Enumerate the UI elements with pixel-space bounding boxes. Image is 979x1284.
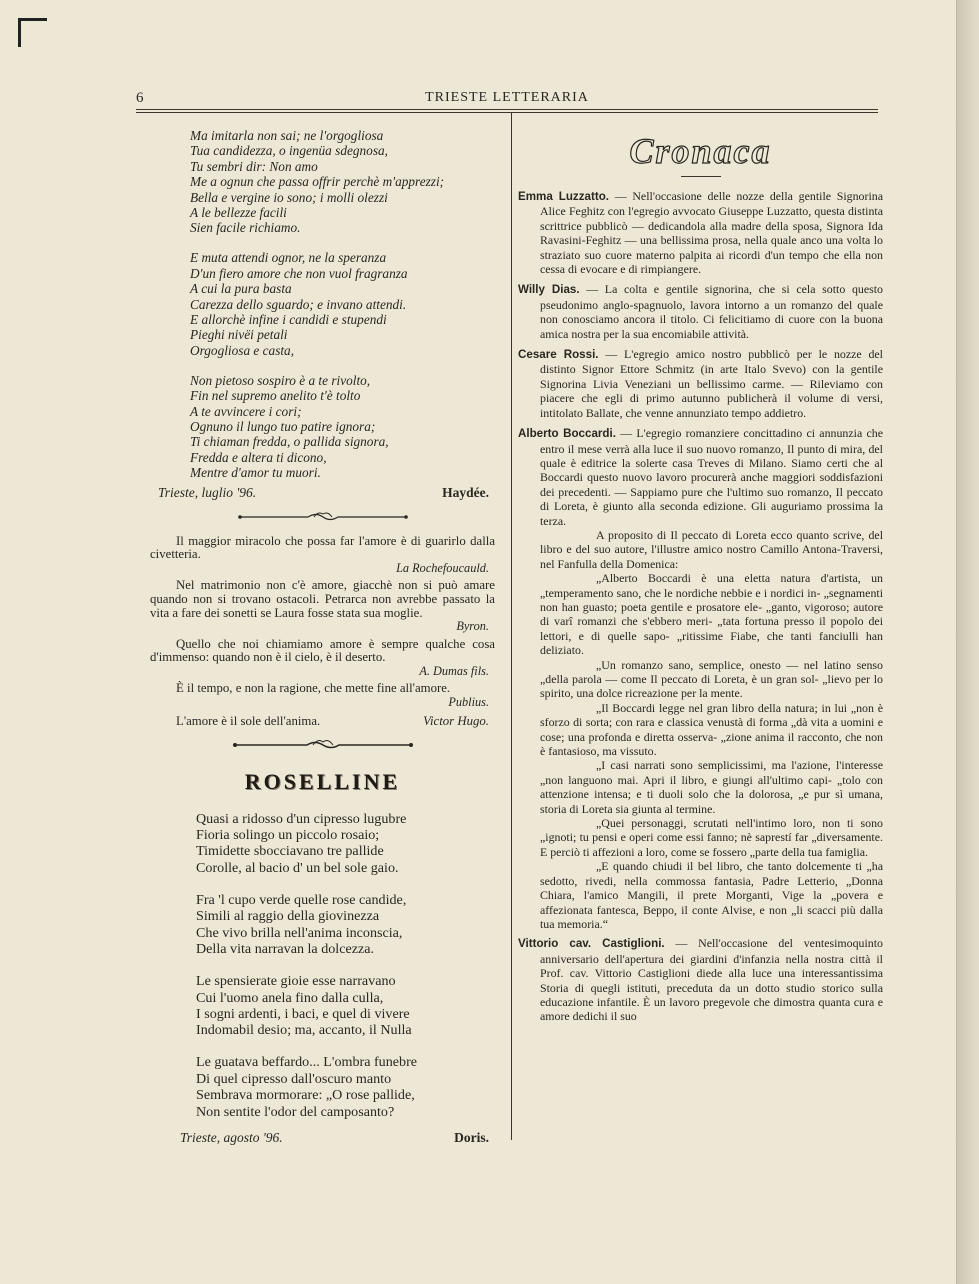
quote-author: Publius. — [448, 695, 489, 710]
news-entry — [518, 426, 883, 528]
poem-line: Della vita narravan la dolcezza. — [196, 941, 375, 958]
poem-stanza — [196, 811, 495, 877]
poem-line: Cui l'uomo anela fino dalla culla, — [196, 989, 384, 1006]
right-column — [518, 128, 883, 1030]
quote-author: Byron. — [456, 619, 489, 634]
quote-text: Nel matrimonio non c'è amore, giacchè non si può amare quando non si trovano ostacoli. Petrarca non avrebbe passato la vita a fare dei sonetti se Laura fosse stata sua moglie. — [150, 578, 495, 620]
boccardi-paragraph: A proposito di Il peccato di Loreta ecco quanto scrive, del libro e del suo autore, l'illustre amico nostro Camillo Antona-Traversi, nel Fanfulla della Domenica: — [540, 527, 883, 571]
quote-block — [150, 579, 495, 633]
entry-name: Willy Dias. — [518, 283, 580, 297]
verse-line: Tu sembri dir: Non amo — [190, 158, 318, 174]
poem-line: I sogni ardenti, i baci, e quel di vivere — [196, 1005, 410, 1022]
poem-line: Di quel cipresso dall'oscuro manto — [196, 1070, 392, 1087]
poem-author: Doris. — [454, 1129, 489, 1145]
quote-text: È il tempo, e non la ragione, che mette fine all'amore. — [176, 681, 451, 696]
verse-stanza — [190, 128, 495, 236]
verse-author: Haydée. — [442, 484, 489, 500]
news-entry — [518, 189, 883, 276]
ornament-divider — [150, 510, 495, 529]
entry-text: — Nell'occasione del ventesimoquinto anniversario dell'apertura dei giardini d'infanzia nella nostra città il Prof. cav. Vittorio Castiglioni diede alla luce una interessantissima Storia di quegli istituti, preceduta da un dotto studio storico sulla educazione infantile. È un lavoro pregevole che dimostra quanta cura e amore dedichi il suo — [540, 936, 883, 1024]
verse-line: E allorchè infine i candidi e stupendi — [190, 311, 387, 327]
verse-line: Tua candidezza, o ingenüa sdegnosa, — [190, 143, 388, 159]
quote-block — [150, 638, 495, 679]
citation-paragraph: „Alberto Boccardi è una eletta natura d'artista, un „temperamento sano, che le nordiche nebbie e i nordici in- „segnamenti non han guasto; poeta gentile e prosatore ele- „ganto, vigoroso; autore di varî romanzi che s'ebbero meri- „tata fortuna presso il popolo dei lettori, e di quelle sapo- „ritissime Fiabe, che tanti fanciulli han deliziato. — [540, 571, 883, 658]
poem-stanza — [196, 1054, 495, 1120]
journal-title: TRIESTE LETTERARIA — [425, 90, 589, 105]
poem-line: Fioria solingo un piccolo rosaio; — [196, 827, 380, 844]
quote-text: L'amore è il sole dell'anima. — [176, 713, 321, 728]
citation-paragraph: „Quei personaggi, scrutati nell'intimo loro, non ti sono „ignoti; tu pensi e operi come essi fanno; nè saprestí far „diversamente. E perciò ti affezioni a loro, come se fossero „parte della tua famiglia. — [540, 816, 883, 859]
verse-line: Ognuno il lungo tuo patire ignora; — [190, 418, 376, 434]
verse-line: Orgogliosa e casta, — [190, 342, 295, 358]
verse-place: Trieste, luglio '96. — [158, 484, 257, 500]
verse-stanza — [190, 250, 495, 358]
citation-paragraph: „Il Boccardi legge nel gran libro della natura; in lui „non è sforzo di sorta; con rara e classica venustà di forma „dà vita a uomini e cose; una profonda e diretta osserva- „zione anima il racconto, che non è fantasioso, ma vissuto. — [540, 700, 883, 759]
quote-author: La Rochefoucauld. — [396, 560, 489, 575]
quote-text: Il maggior miracolo che possa far l'amore è di guarirlo dalla civetteria. — [150, 533, 495, 562]
poem-stanza — [196, 892, 495, 958]
page-edge — [956, 0, 979, 1284]
entry-name: Emma Luzzatto. — [518, 190, 609, 203]
quote-author: Victor Hugo. — [423, 713, 489, 728]
verse-line: D'un fiero amore che non vuol fragranza — [190, 265, 408, 281]
quote-block — [150, 535, 495, 576]
entry-text: — L'egregio romanziere concittadino ci annunzia che entro il mese verrà alla luce il suo nuovo romanzo, Il punto di mira, del quale è editrice la solerte casa Treves di Milano. Siamo certi che al Boccardi questo nuovo lavoro procurerà anche maggiori soddisfazioni dei precedenti. — Sappiamo pure che l'ultimo suo romanzo, Il peccato di Loreta, è giunto alla seconda edizione. Gli auguriamo prossima la terza. — [540, 426, 883, 528]
news-entry — [518, 936, 883, 1023]
page-number: 6 — [136, 90, 144, 106]
verse-signature — [158, 485, 489, 501]
poem-stanza — [196, 973, 495, 1039]
verse-line: Me a ognun che passa offrir perchè m'apprezzi; — [190, 174, 445, 190]
poem-line: Le spensierate gioie esse narravano — [196, 973, 396, 990]
crop-mark — [18, 18, 47, 47]
entry-name: Alberto Boccardi. — [518, 427, 616, 441]
column-divider — [511, 113, 512, 1140]
verse-line: E muta attendi ognor, ne la speranza — [190, 250, 387, 266]
poem-signature — [180, 1130, 489, 1146]
citation-paragraph: „Un romanzo sano, semplice, onesto — nel latino senso „della parola — come Il peccato di Loreta, è un gran sol- „lievo per lo spirito, una dolce ricreazione per la mente. — [540, 657, 883, 701]
citation-paragraph: „I casi narrati sono semplicissimi, ma l'azione, l'interesse „non languono mai. Apri il libro, e giungi all'ultimo capi- „tolo con attenzione intensa; e ti duoli solo che la dolorosa, „e pur sì umana, storia di Loreta sia giunta al termine. — [540, 758, 883, 816]
entry-text: — L'egregio amico nostro pubblicò per le nozze del distinto Signor Ettore Schmitz (in arte Italo Svevo) con la gentile Signorina Livia Veneziani un bellissimo carme. — Rileviamo con piacere che egli di primo autunno publicherà il volume di versi, intitolato Ballate, che venne annunziato tempo addietro. — [540, 347, 883, 420]
poem-line: Le guatava beffardo... L'ombra funebre — [196, 1054, 418, 1071]
verse-line: Carezza dello sguardo; e invano attendi. — [190, 296, 407, 312]
verse-line: Bella e vergine io sono; i molli olezzi — [190, 189, 388, 205]
quote-text: Quello che noi chiamiamo amore è sempre qualche cosa d'immenso: quando non è il cielo, è il deserto. — [150, 636, 495, 665]
entry-name: Vittorio cav. Castiglioni. — [518, 937, 665, 951]
entry-text: — La colta e gentile signorina, che si cela sotto questo pseudonimo anglo-spagnuolo, lavora intorno a un romanzo del quale non conosciamo ancora il titolo. Ci felicitiamo di cuore con la buona amica nostra per la sua encomiabile attività. — [540, 282, 883, 341]
poem-line: Sembrava mormorare: „O rose pallide, — [196, 1087, 415, 1104]
verse-line: Ma imitarla non sai; ne l'orgogliosa — [190, 128, 384, 143]
entry-text: — Nell'occasione delle nozze della gentile Signorina Alice Feghitz con l'egregio avvocato Giuseppe Luzzatto, questa distinta scrittrice pubblicò — dedicandola alla madre della sposa, Signora Ida Ravasini-Feghitz — una bellissima prosa, nella quale anco una volta lo straziato suo cuore materno palpita ai ricordi d'un tempo che ella non cessa di evocare e di rimpiangere. — [540, 189, 883, 277]
roselline-poem — [196, 811, 495, 1120]
verse-poem — [190, 128, 495, 481]
verse-line: Pieghi nivëi petali — [190, 327, 288, 343]
verse-line: Fredda e altera ti dicono, — [190, 449, 327, 465]
poem-line: Corolle, al bacio d' un bel sole gaio. — [196, 859, 399, 876]
citation-paragraph: „E quando chiudi il bel libro, che tanto dolcemente ti „ha sedotto, rivedi, nella commossa fantasia, Padre Letterio, „Donna Chiara, l'amico Mangili, il prete Morganti, Vige la „povera e affezionata fantesca, Beppo, il conte Alvise, e non „li scacci più dalla tua memoria.“ — [540, 859, 883, 931]
entry-name: Cesare Rossi. — [518, 348, 599, 362]
verse-line: Mentre d'amor tu muori. — [190, 465, 321, 481]
poem-line: Che vivo brilla nell'anima inconscia, — [196, 924, 403, 941]
poem-line: Indomabil desio; ma, accanto, il Nulla — [196, 1022, 412, 1039]
poem-line: Timidette sbocciavano tre pallide — [196, 843, 384, 860]
verse-line: Sien facile richiamo. — [190, 220, 301, 236]
poem-line: Fra 'l cupo verde quelle rose candide, — [196, 891, 407, 908]
verse-line: Non pietoso sospiro è a te rivolto, — [190, 372, 371, 388]
poem-line: Non sentite l'odor del camposanto? — [196, 1103, 395, 1120]
poem-line: Quasi a ridosso d'un cipresso lugubre — [196, 810, 407, 827]
poem-place: Trieste, agosto '96. — [180, 1129, 283, 1145]
news-entry — [518, 347, 883, 420]
verse-line: A cui la pura basta — [190, 281, 292, 297]
ornament-divider — [150, 738, 495, 757]
title-rule — [681, 176, 721, 177]
header-rule — [136, 109, 878, 113]
quote-author: A. Dumas fils. — [419, 663, 489, 678]
verse-line: Fin nel supremo anelito t'è tolto — [190, 388, 361, 404]
poem-title: ROSELLINE — [244, 768, 401, 794]
quote-block — [150, 682, 495, 709]
verse-line: Ti chiaman fredda, o pallida signora, — [190, 434, 389, 450]
left-column — [150, 128, 495, 1146]
poem-line: Simili al raggio della giovinezza — [196, 908, 380, 925]
verse-line: A le bellezze facili — [190, 205, 287, 221]
page-header — [136, 86, 878, 110]
quote-block — [150, 714, 495, 729]
section-title: Cronaca — [629, 131, 772, 171]
verse-stanza — [190, 373, 495, 481]
news-entry — [518, 282, 883, 341]
verse-line: A te avvincere i cori; — [190, 403, 302, 419]
